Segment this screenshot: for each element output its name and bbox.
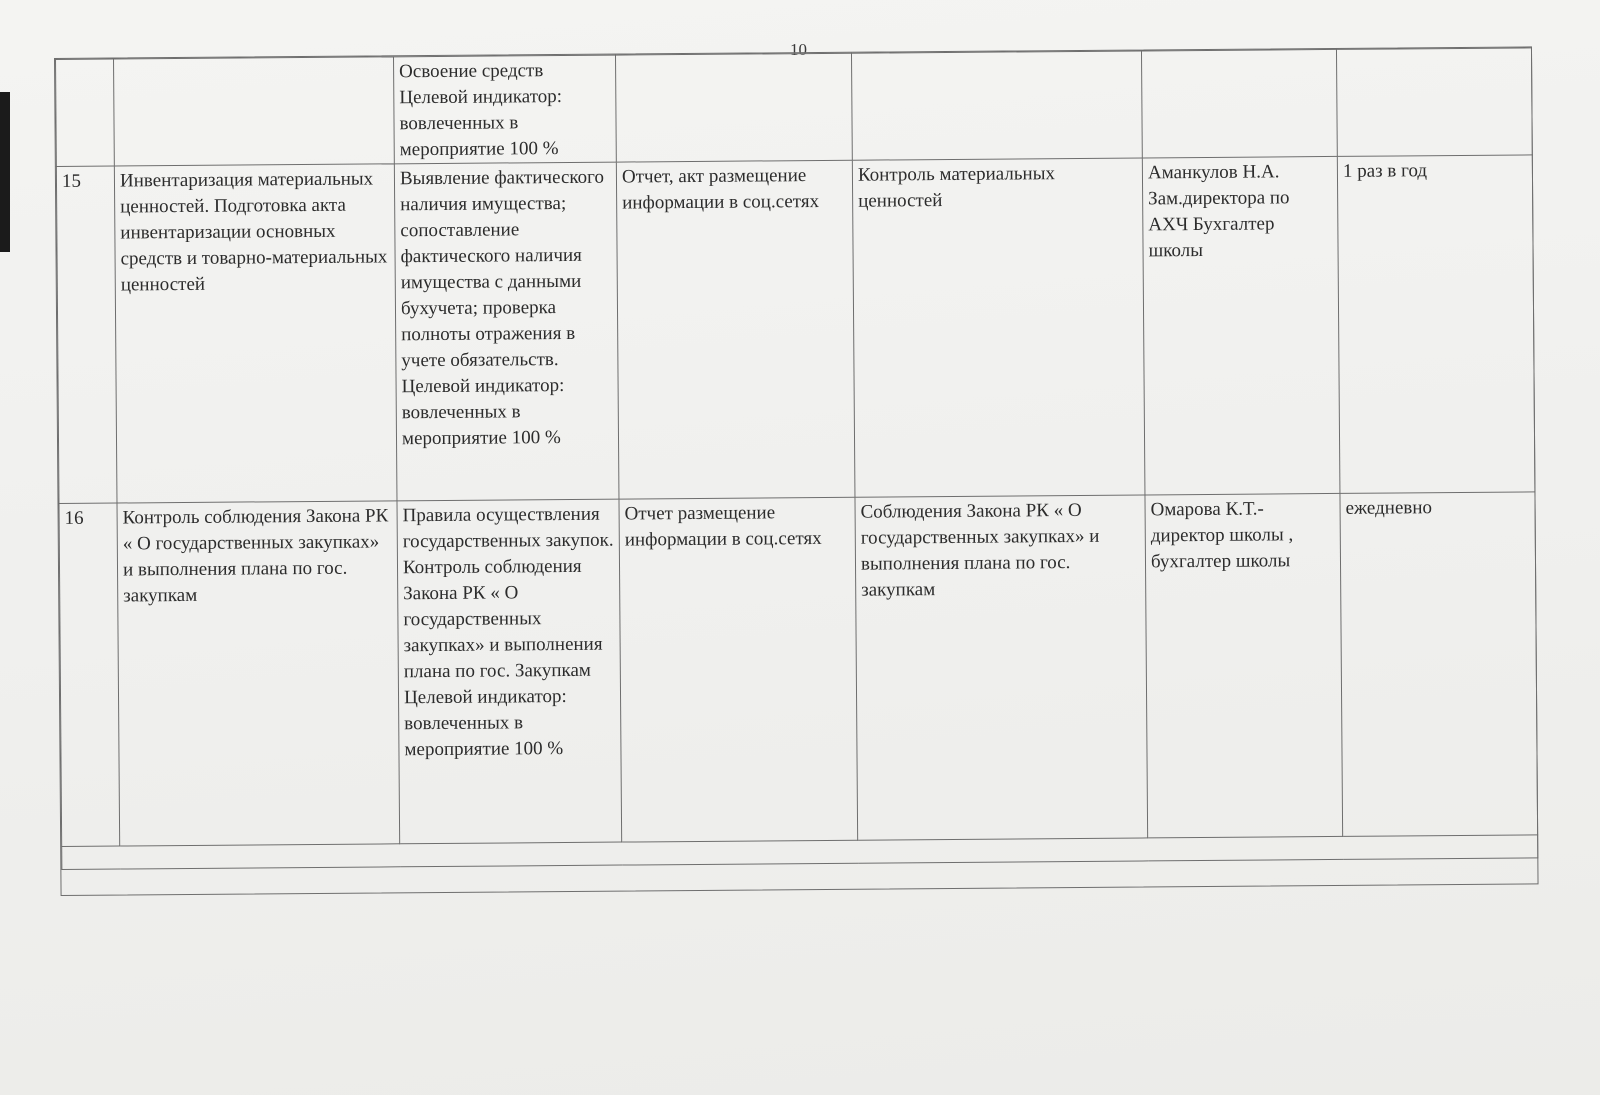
event-cell: Контроль соблюдения Закона РК « О государственных закупках» и выполнения плана по гос. закупкам xyxy=(117,501,400,846)
row-number-cell: 16 xyxy=(59,503,120,846)
plan-table xyxy=(55,47,1538,870)
event-cell: Инвентаризация материальных ценностей. Подготовка акта инвентаризации основных средств и товарно-материальных ценностей xyxy=(114,164,397,503)
deadline-cell xyxy=(1336,48,1532,157)
event-cell xyxy=(114,57,395,166)
row-number-cell: 15 xyxy=(56,166,117,503)
deadline-cell: ежедневно xyxy=(1340,492,1538,837)
table-row xyxy=(59,492,1538,847)
measures-cell: Освоение средств Целевой индикатор: вовлеченных в мероприятие 100 % xyxy=(394,55,617,164)
completion-form-cell: Отчет размещение информации в соц.сетях xyxy=(619,497,858,842)
completion-form-cell xyxy=(615,53,852,162)
responsible-cell: Омарова К.Т.- директор школы , бухгалтер школы xyxy=(1145,493,1343,838)
responsible-cell xyxy=(1141,49,1337,158)
completion-form-cell: Отчет, акт размещение информации в соц.сетях xyxy=(616,160,855,499)
expected-result-cell: Соблюдения Закона РК « О государственных закупках» и выполнения плана по гос. закупкам xyxy=(855,495,1148,840)
deadline-cell: 1 раз в год xyxy=(1337,155,1535,494)
responsible-cell: Аманкулов Н.А. Зам.директора по АХЧ Бухгалтер школы xyxy=(1142,156,1340,495)
expected-result-cell: Контроль материальных ценностей xyxy=(852,158,1145,497)
measures-cell: Выявление фактического наличия имущества; сопоставление фактического наличия имущества с данными бухучета; проверка полноты отражения в учете обязательств. Целевой индикатор: вовлеченных в мероприятие 100 % xyxy=(394,162,619,501)
table-row xyxy=(56,48,1533,167)
measures-cell: Правила осуществления государственных закупок. Контроль соблюдения Закона РК « О государственных закупках» и выполнения плана по гос. Закупкам Целевой индикатор: вовлеченных в мероприятие 100 % xyxy=(397,499,622,844)
table-row xyxy=(56,155,1535,504)
plan-table-frame xyxy=(54,46,1539,896)
page-number: 10 xyxy=(790,40,807,59)
expected-result-cell xyxy=(851,51,1142,160)
row-number-cell xyxy=(56,59,115,166)
scan-edge-shadow xyxy=(0,92,10,252)
